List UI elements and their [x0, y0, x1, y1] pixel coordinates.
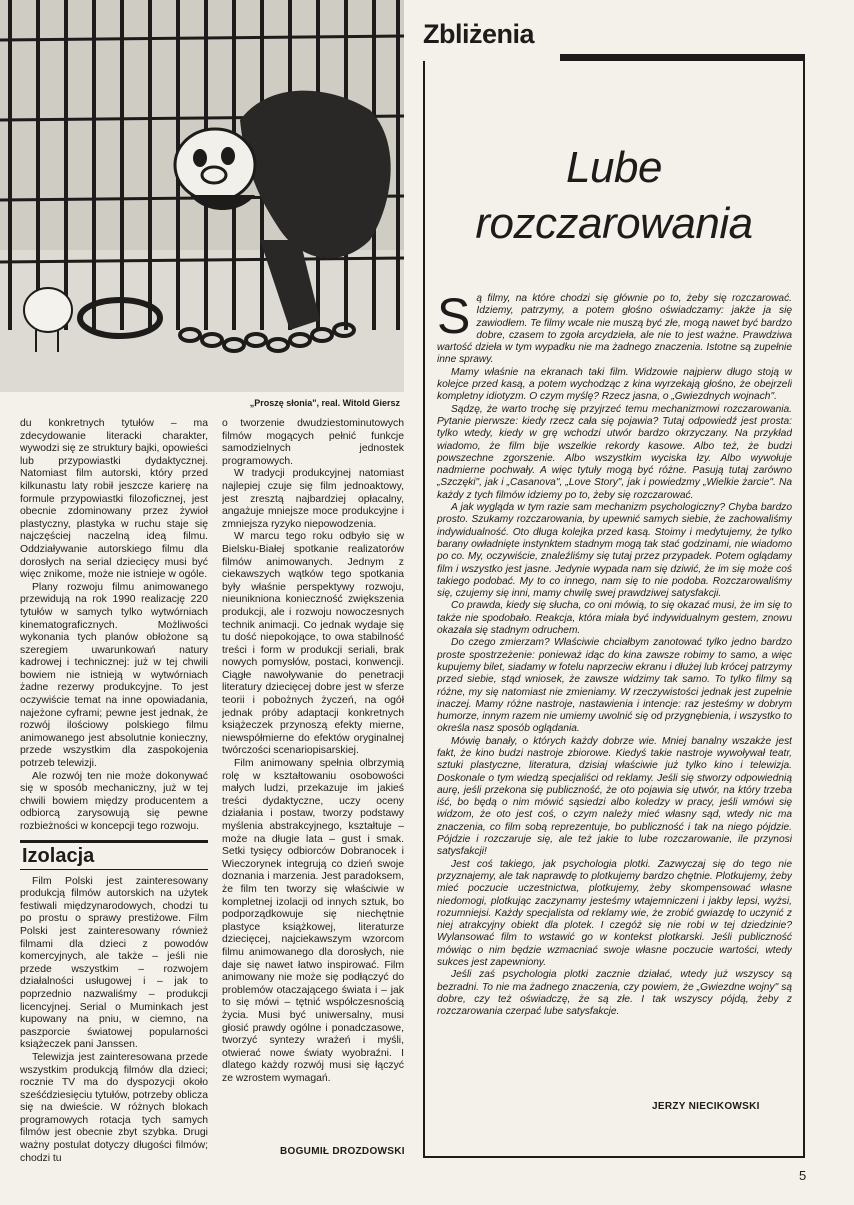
- lead-text: ą filmy, na które chodzi się głównie po to, żeby się rozczarować. Idziemy, patrzymy, a potem głośno oświadczamy: jakże ja się zawiodłem. Te filmy wcale nie muszą być złe, mogą nawet być bardzo dobre, czasem to zgoła arcydzieła, ale nie to jest ważne. Prawdziwa wartość dzieła w tym wypadku nie ma żadnego znaczenia. Istotne są zupełnie inne sprawy.: [437, 293, 792, 366]
- cartoon-cage-scene: [0, 0, 404, 392]
- paragraph: Film Polski jest zainteresowany produkcją filmów autorskich na użytek festiwali międzynarodowych, chodzi tu po prostu o sprawy prestiżowe. Film Polski jest zainteresowany również filmami dla dzieci z powodów komercyjnych, ale także – jeśli nie przede wszystkim – rozwojem działalności usługowej i – jak to poprzednio nazwaliśmy – produkcji licencyjnej. Serial o Muminkach jest kupowany na pniu, w ciemno, na paszporcie światowej popularności książeczek pani Janssen.: [20, 875, 208, 1051]
- paragraph: Jest coś takiego, jak psychologia plotki. Zazwyczaj się do tego nie przyznajemy, ale tak naprawdę to plotkujemy bardzo chętnie. Plotkujemy, żeby mieć poczucie uczestnictwa, plotkujemy, żeby skompensować własne niedomogi, plotkując zaczynamy jesteśmy wtajemniczeni i jakby lepsi, wyżsi, rozumniejsi. Każdy specjalista od reklamy wie, że zrobić gwiazdę to uczynić z niej atrakcyjny obiekt dla plotek. I czegóż się nie robi w tej dziedzinie? Wylansować film to wstawić go w kontekst plotkarski. Jeśli publiczność mówiąc o nim będzie wzmacniać swoje własne poczucie wartości, wtedy sukces jest zapewniony.: [437, 858, 792, 969]
- paragraph: Plany rozwoju filmu animowanego przewidują na rok 1990 realizację 220 tytułów w samych tylko wytwórniach kinematograficznych. Możliwości wykonania tych planów obłożone są szeregiem uwarunkowań natury kadrowej i technicznej: już w tej chwili bowiem nie istnieją w wytwórniach żadne rezerwy produkcyjne. To jest oczywiście temat na inne opowiadania, najeżone cyframi; pewne jest jednak, że rozwój ilościowy polskiego filmu animowanego jest absolutnie konieczny, przede wszystkim dla zaspokojenia potrzeb telewizji.: [20, 581, 208, 770]
- headline-line-1: Lube: [566, 143, 662, 192]
- paragraph: Mówię banały, o których każdy dobrze wie. Mniej banalny wszakże jest fakt, że kino budzi nastroje zbiorowe. Kiedyś takie nastroje wywoływał teatr, sztuki plastyczne, literatura, dzisiaj właściwie już tylko kino i telewizja. Doskonale o tym wiedzą specjaliści od reklamy. Jeśli się stworzy odpowiednią aurę, jeśli przekona się publiczność, że oto pojawia się utwór, na który trzeba iść, bo będą o nim mówić sąsiedzi albo koledzy w pracy, jeśli wmówi się widzom, że oto jest coś, o czym należy mieć własny sąd, wtedy nic ma znaczenia, co film sobą reprezentuje, bo publiczność i tak na niego pójdzie. Pójdzie i rozczaruje się, ale też jakie to lube rozczarowanie, ile przynosi satysfakcji!: [437, 735, 792, 858]
- paragraph: Co prawda, kiedy się słucha, co oni mówią, to się okazać musi, że im się to także nie spodobało. Reakcja, która miała być indywidualnym gestem, znowu okazała się stadnym odruchem.: [437, 600, 792, 637]
- illustration-caption: „Proszę słonia", real. Witold Giersz: [249, 398, 400, 408]
- left-article-column-1: [20, 418, 208, 1163]
- paragraph: W tradycji produkcyjnej natomiast najlepiej czuje się film jednoaktowy, jest zresztą najbardziej opłacalny, angażuje mniejsze moce produkcyjne i zmniejsza ryzyko niepowodzenia.: [222, 468, 404, 530]
- rubric-bar: [560, 54, 805, 61]
- drop-cap: S: [437, 293, 471, 344]
- page-number: 5: [799, 1168, 807, 1183]
- article-body: [437, 293, 792, 1048]
- author-signature: BOGUMIŁ DROZDOWSKI: [280, 1146, 405, 1157]
- paragraph: Film animowany spełnia olbrzymią rolę w kształtowaniu osobowości małych ludzi, przekazuje im jakieś treści dydaktyczne, uczy oceny działania i postaw, tworzy podstawy myślenia abstrakcyjnego, kształtuje – może na długie lata – gust i smak. Setki tysięcy odbiorców Dobranocek i Wieczorynek integrują co dzień swoje doznania i marzenia. Jest paradoksem, że film ten tworzy się właściwie w kompletnej izolacji od innych sztuk, bo podporządkowuje się niechętnie plastyce książkowej, literaturze dziecięcej, najciekawszym wzorcom filmu animowanego dla dorosłych, nie daje się nawet łatwo inspirować. Film animowany nie może się podłączyć do problemów otaczającego świata i – jak to się mówi – tętnić współczesnością życia. Musi być uniwersalny, musi głosić prawdy ogólne i ponadczasowe, tworzyć syntezy wrażeń i myśli, otwierać nowe światy wyobraźni. I dlatego każdy rozwój musi się łączyć ze wzrostem wymagań.: [222, 758, 404, 1084]
- cartoon-illustration: [0, 0, 404, 392]
- rubric-title: Zbliżenia: [423, 19, 535, 49]
- article-headline: [423, 140, 805, 252]
- paragraph: W marcu tego roku odbyło się w Bielsku-Białej spotkanie realizatorów filmów animowanych. Jednym z ciekawszych wątków tego spotkania były właśnie perspektywy rozwoju, nieunikniona konieczność zwiększenia produkcji, ale i rozwoju nowoczesnych technik animacji. Co jednak wydaje się tu dość niepokojące, to owa stabilność treści i form w produkcji seriali, brak nowych pomysłów, postaci, konwencji. Ciągłe nawoływanie do penetracji literatury dziecięcej dobre jest w sferze teorii i pobożnych życzeń, na ogół jednak próby adaptacji konkretnych książeczek przynoszą efekty mierne, niewspółmierne do efektów oryginalnej twórczości scenariopisarskiej.: [222, 531, 404, 757]
- section-heading: Izolacja: [20, 840, 208, 870]
- paragraph: du konkretnych tytułów – ma zdecydowanie literacki charakter, wywodzi się ze struktury bajki, opowieści lub przypowiastki dydaktycznej. Natomiast film autorski, który przed kilkunastu laty robił jeszcze karierę na formule przypowiastki filozoficznej, jest obecnie zdominowany przez żywioł plastyczny, plastyka w ruchu staje się najczęściej naczelną ideą filmu. Oddziaływanie autorskiego filmu dla dorosłych na serial dziecięcy musi być więc znikome, może nie istnieje w ogóle.: [20, 418, 208, 581]
- paragraph: Jeśli zaś psychologia plotki zacznie działać, wtedy już wszyscy są bezradni. To nie ma żadnego znaczenia, czy powiem, że „Gwiezdne wojny" są dobre, czy też oświadczę, że są złe. I tak wszyscy pójdą, żeby z rozczarowania czerpać lube satysfakcje.: [437, 969, 792, 1018]
- paragraph: o tworzenie dwudziestominutowych filmów mogących pełnić funkcje samodzielnych jednostek programowych.: [222, 418, 404, 467]
- paragraph-lead: [437, 293, 792, 367]
- paragraph: Telewizja jest zainteresowana przede wszystkim produkcją filmów dla dzieci; rocznie TV ma do dyspozycji około sześćdziesięciu tytułów, potrzeby oblicza się na dwieście. W różnych blokach programowych rotacja tych samych filmów jest obecnie zbyt szybka. Drugi ważny postulat dotyczy długości filmów; chodzi tu: [20, 1051, 208, 1163]
- paragraph: Sądzę, że warto trochę się przyjrzeć temu mechanizmowi rozczarowania. Pytanie pierwsze: kiedy rzecz cała się pojawia? Tutaj odpowiedź jest prosta: tylko wtedy, kiedy w grę wchodzi utwór bardzo okrzyczany. Na przykład wiadomo, że film bije wszelkie rekordy kasowe. Albo też, że budzi powszechne zgorszenie. Albo wszystkim wyciska łzy. Albo wywołuje nadmierne pochwały. A więc tytuły mogą być różne. Pasują tutaj zarówno „Szczęki", jak i „Casanova", „Love Story", jak i powiedzmy „Wielkie żarcie". Na każdy z tych filmów idziemy po to, żeby się rozczarować.: [437, 403, 792, 501]
- paragraph: Mamy właśnie na ekranach taki film. Widzowie najpierw długo stoją w kolejce przed kasą, a potem wychodząc z kina wyrzekają głośno, że obejrzeli kompletny idiotyzm. O czym myślę? Rzecz jasna, o „Gwiezdnych wojnach".: [437, 366, 792, 403]
- author-signature: JERZY NIECIKOWSKI: [652, 1101, 760, 1112]
- headline-line-2: rozczarowania: [475, 199, 753, 248]
- paragraph: Ale rozwój ten nie może dokonywać się w sposób mechaniczny, już w tej chwili bowiem między producentem a odbiorcą zarysowują się pewne rozbieżności w koncepcji tego rozwoju.: [20, 770, 208, 832]
- paragraph: A jak wygląda w tym razie sam mechanizm psychologiczny? Chyba bardzo prosto. Szukamy rozczarowania, by upewnić samych siebie, że zachowaliśmy indywidualność. Oto długa kolejka przed kasą. Stoimy i medytujemy, że tylko barany owładnięte instynktem stadnym mogą tak stać godzinami, nie wiadomo po co. My, oczywiście, znaleźliśmy się tutaj przez przypadek. Potem oglądamy film i wszystko jest jasne. Jedynie wypada nam się dziwić, że im się może coś takiego podobać. My to co innego, nam się to nie podoba. Rozczarowaliśmy się, czujemy się inni, mamy chwilę swej prawdziwej satysfakcji.: [437, 502, 792, 600]
- paragraph: Do czego zmierzam? Właściwie chciałbym zanotować tylko jedno bardzo proste spostrzeżenie: ponieważ idąc do kina zawsze robimy to samo, a więc kupujemy bilet, siadamy w fotelu naprzeciw ekranu i dłużej lub krócej patrzymy przed siebie, stąd wniosek, że zawsze widzimy tak samo. To tylko filmy są różne, my się natomiast nie zmieniamy. W rzeczywistości jednak jest zupełnie inaczej. Mamy różne nastroje, nastawienia i intencje: raz jesteśmy w dobrym humorze, innym razem nie umiemy uwolnić się od przygnębienia, i wszystko to określa nasz sposób oglądania.: [437, 637, 792, 735]
- left-article-column-2: [222, 418, 404, 1143]
